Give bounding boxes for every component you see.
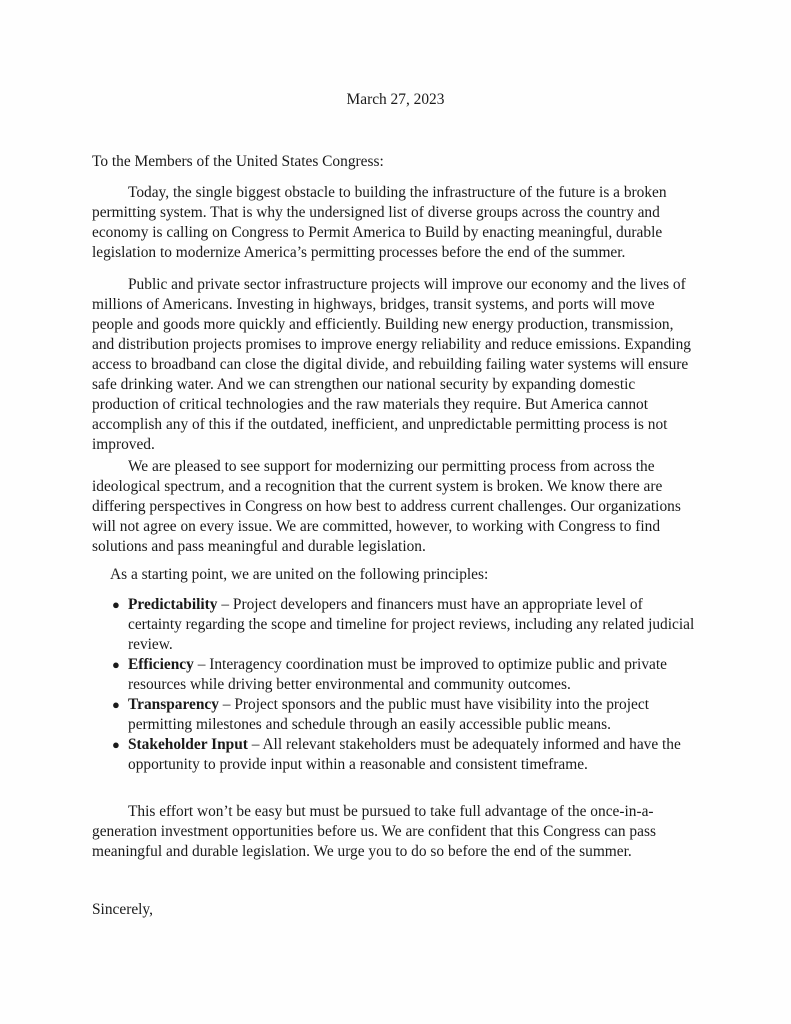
principle-item-predictability [92, 595, 699, 655]
closing-paragraph: This effort won’t be easy but must be pursued to take full advantage of the once-in-a-generation investment opportunities before us. We are confident that this Congress can pass meaningful and durable legislation. We urge you to do so before the end of the summer. [92, 803, 656, 860]
principles-intro: As a starting point, we are united on the following principles: [110, 566, 489, 583]
principles-list [92, 595, 699, 775]
letter-date: March 27, 2023 [346, 91, 445, 108]
bullet-icon: ● [112, 737, 120, 752]
principle-description: – Project sponsors and the public must have visibility into the project permitting milestones and schedule through an easily accessible public means. [128, 696, 649, 733]
bullet-icon: ● [112, 597, 120, 612]
body-paragraph-1: Today, the single biggest obstacle to building the infrastructure of the future is a broken permitting system. That is why the undersigned list of diverse groups across the country and economy is calling on Congress to Permit America to Build by enacting meaningful, durable legislation to modernize America’s permitting processes before the end of the summer. [92, 184, 667, 261]
principle-term: Stakeholder Input [128, 736, 248, 753]
principle-item-transparency [92, 695, 699, 735]
principle-term: Transparency [128, 696, 219, 713]
body-paragraph-2: Public and private sector infrastructure projects will improve our economy and the lives of millions of Americans. Investing in highways, bridges, transit systems, and ports will move people and goods more quickly and efficiently. Building new energy production, transmission, and distribution projects promises to improve energy reliability and reduce emissions. Expanding access to broadband can close the digital divide, and rebuilding failing water systems will ensure safe drinking water. And we can strengthen our national security by expanding domestic production of critical technologies and the raw materials they require. But America cannot accomplish any of this if the outdated, inefficient, and unpredictable permitting process is not improved. [92, 276, 691, 453]
principle-description: – All relevant stakeholders must be adequately informed and have the opportunity to provide input within a reasonable and consistent timeframe. [128, 736, 681, 773]
salutation: To the Members of the United States Congress: [92, 153, 384, 170]
principle-description: – Interagency coordination must be improved to optimize public and private resources while driving better environmental and community outcomes. [128, 656, 667, 693]
principle-item-efficiency [92, 655, 699, 695]
principle-description: – Project developers and financers must have an appropriate level of certainty regarding the scope and timeline for project reviews, including any related judicial review. [128, 596, 695, 653]
bullet-icon: ● [112, 657, 120, 672]
principle-term: Efficiency [128, 656, 194, 673]
principle-item-stakeholder-input [92, 735, 699, 775]
signoff: Sincerely, [92, 901, 153, 918]
body-paragraph-3: We are pleased to see support for modernizing our permitting process from across the ideological spectrum, and a recognition that the current system is broken. We know there are differing perspectives in Congress on how best to address current challenges. Our organizations will not agree on every issue. We are committed, however, to working with Congress to find solutions and pass meaningful and durable legislation. [92, 458, 681, 555]
principle-term: Predictability [128, 596, 218, 613]
bullet-icon: ● [112, 697, 120, 712]
